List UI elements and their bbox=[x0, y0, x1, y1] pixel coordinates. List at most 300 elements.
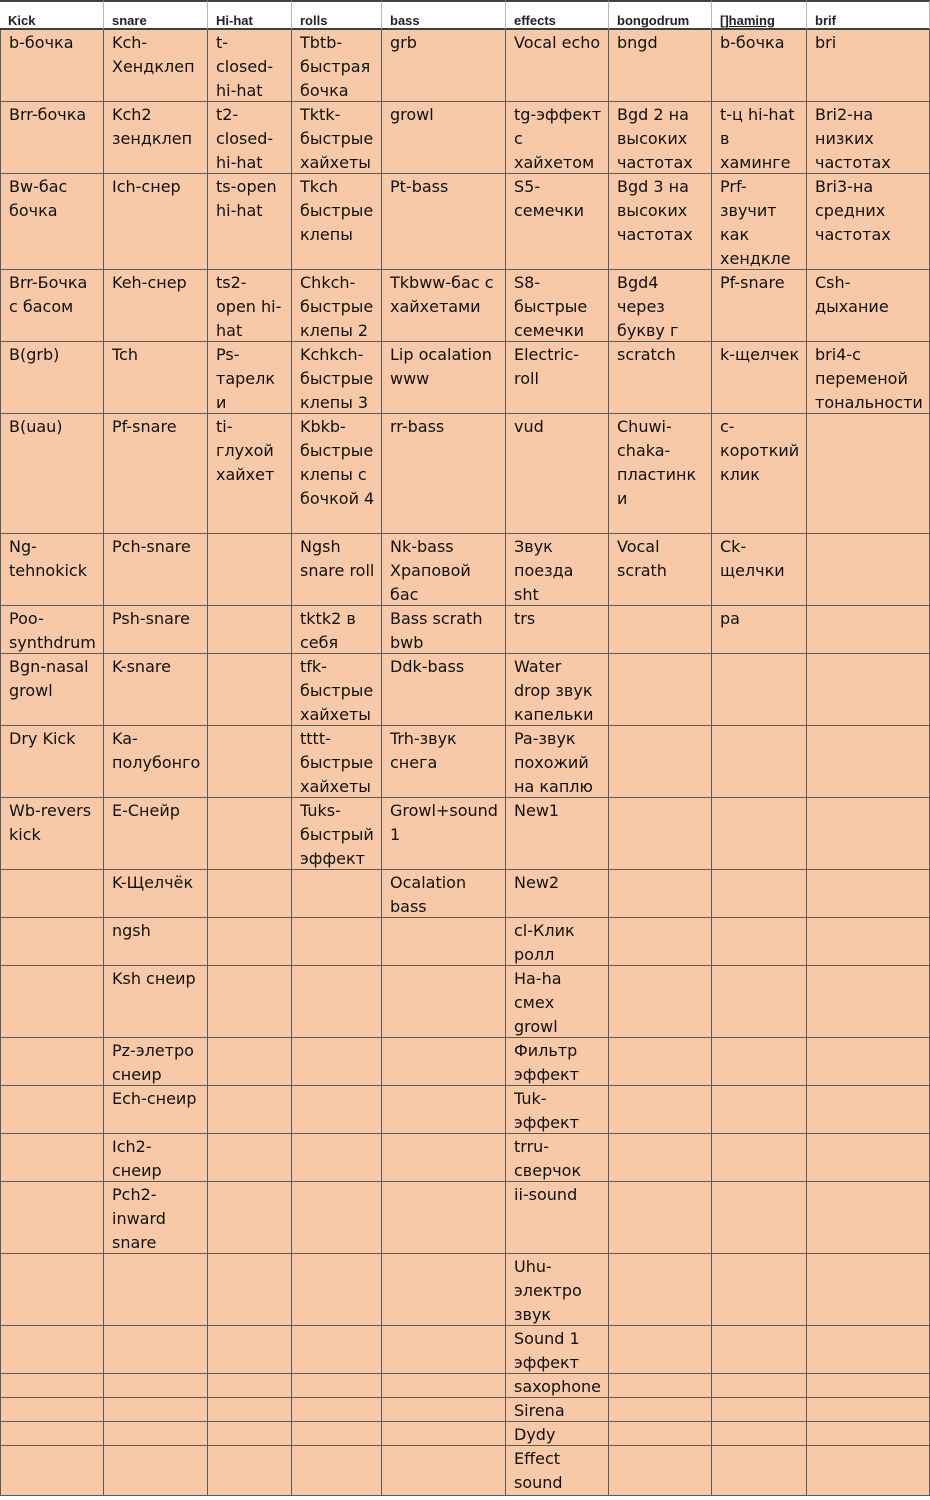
table-cell[interactable] bbox=[292, 270, 382, 342]
table-cell[interactable] bbox=[208, 1254, 292, 1326]
cell-text: Water drop звук капельки bbox=[514, 657, 594, 724]
cell-text: Vocal echo bbox=[514, 33, 601, 52]
table-cell[interactable] bbox=[292, 918, 382, 966]
table-cell[interactable] bbox=[807, 174, 930, 270]
cell-text: Ddk-bass bbox=[390, 657, 465, 676]
column-header[interactable] bbox=[382, 0, 506, 30]
table-cell[interactable] bbox=[0, 1086, 104, 1134]
cell-text: bngd bbox=[617, 33, 658, 52]
table-cell[interactable] bbox=[382, 1326, 506, 1374]
table-cell[interactable] bbox=[0, 606, 104, 654]
table-cell[interactable] bbox=[609, 1134, 712, 1182]
table-cell[interactable] bbox=[609, 342, 712, 414]
table-cell[interactable] bbox=[506, 654, 609, 726]
table-cell[interactable] bbox=[0, 1182, 104, 1254]
table-cell[interactable] bbox=[104, 654, 208, 726]
column-header-label: bongodrum bbox=[617, 13, 690, 28]
cell-text: rr-bass bbox=[390, 417, 445, 436]
table-cell[interactable] bbox=[609, 1446, 712, 1496]
cell-text: grb bbox=[390, 33, 417, 52]
table-cell[interactable] bbox=[0, 966, 104, 1038]
cell-text: Lip ocalation www bbox=[390, 345, 492, 388]
table-cell[interactable] bbox=[292, 606, 382, 654]
table-cell[interactable] bbox=[292, 870, 382, 918]
table-cell[interactable] bbox=[292, 174, 382, 270]
table-cell[interactable] bbox=[382, 1422, 506, 1446]
table-cell[interactable] bbox=[292, 1446, 382, 1496]
table-cell[interactable] bbox=[506, 726, 609, 798]
table-cell[interactable] bbox=[506, 414, 609, 534]
table-cell[interactable] bbox=[208, 966, 292, 1038]
table-cell[interactable] bbox=[292, 654, 382, 726]
column-header-label: Kick bbox=[8, 13, 36, 28]
cell-text: scratch bbox=[617, 345, 676, 364]
table-cell[interactable] bbox=[104, 1374, 208, 1398]
cell-text: Sound 1 эффект bbox=[514, 1329, 580, 1372]
table-cell[interactable] bbox=[609, 1086, 712, 1134]
table-cell[interactable] bbox=[0, 726, 104, 798]
cell-text: cl-Клик ролл bbox=[514, 921, 575, 964]
table-cell[interactable] bbox=[712, 870, 807, 918]
table-cell[interactable] bbox=[292, 30, 382, 102]
table-cell[interactable] bbox=[104, 30, 208, 102]
table-cell[interactable] bbox=[506, 1422, 609, 1446]
table-cell[interactable] bbox=[807, 1422, 930, 1446]
cell-text: Pz-элетро снеир bbox=[112, 1041, 194, 1084]
table-cell[interactable] bbox=[104, 798, 208, 870]
table-cell[interactable] bbox=[506, 342, 609, 414]
table-cell[interactable] bbox=[382, 1086, 506, 1134]
table-cell[interactable] bbox=[609, 1326, 712, 1374]
cell-text: Bri2-на низких частотах bbox=[815, 105, 891, 172]
table-cell[interactable] bbox=[807, 1446, 930, 1496]
table-cell[interactable] bbox=[609, 870, 712, 918]
table-cell[interactable] bbox=[208, 30, 292, 102]
table-cell[interactable] bbox=[382, 726, 506, 798]
cell-text: Ha-ha смех growl bbox=[514, 969, 562, 1036]
table-cell[interactable] bbox=[506, 1182, 609, 1254]
table-cell[interactable] bbox=[609, 102, 712, 174]
table-cell[interactable] bbox=[609, 414, 712, 534]
table-cell[interactable] bbox=[208, 102, 292, 174]
table-cell[interactable] bbox=[712, 966, 807, 1038]
table-cell[interactable] bbox=[292, 1254, 382, 1326]
column-header[interactable] bbox=[104, 0, 208, 30]
table-cell[interactable] bbox=[712, 606, 807, 654]
table-cell[interactable] bbox=[712, 1038, 807, 1086]
cell-text: Wb-revers kick bbox=[9, 801, 92, 844]
table-cell[interactable] bbox=[506, 1134, 609, 1182]
table-cell[interactable] bbox=[807, 1254, 930, 1326]
table-cell[interactable] bbox=[712, 1326, 807, 1374]
table-cell[interactable] bbox=[609, 726, 712, 798]
table-cell[interactable] bbox=[506, 1374, 609, 1398]
table-cell[interactable] bbox=[807, 1374, 930, 1398]
cell-text: Pf-snare bbox=[720, 273, 785, 292]
table-cell[interactable] bbox=[208, 1038, 292, 1086]
table-cell[interactable] bbox=[382, 270, 506, 342]
table-cell[interactable] bbox=[0, 414, 104, 534]
table-cell[interactable] bbox=[506, 30, 609, 102]
cell-text: S5-семечки bbox=[514, 177, 585, 220]
cell-text: Dydy bbox=[514, 1425, 556, 1444]
table-cell[interactable] bbox=[292, 1398, 382, 1422]
table-cell[interactable] bbox=[506, 1446, 609, 1496]
table-cell[interactable] bbox=[104, 270, 208, 342]
table-cell[interactable] bbox=[0, 30, 104, 102]
table-cell[interactable] bbox=[0, 1446, 104, 1496]
table-cell[interactable] bbox=[0, 270, 104, 342]
cell-text: Vocal scrath bbox=[617, 537, 667, 580]
table-cell[interactable] bbox=[712, 726, 807, 798]
table-cell[interactable] bbox=[609, 1182, 712, 1254]
table-cell[interactable] bbox=[104, 1182, 208, 1254]
table-cell[interactable] bbox=[104, 1398, 208, 1422]
table-cell[interactable] bbox=[104, 1254, 208, 1326]
table-cell[interactable] bbox=[609, 30, 712, 102]
cell-text: Pt-bass bbox=[390, 177, 449, 196]
table-cell[interactable] bbox=[807, 870, 930, 918]
table-cell[interactable] bbox=[506, 1086, 609, 1134]
table-cell[interactable] bbox=[712, 1422, 807, 1446]
table-cell[interactable] bbox=[292, 342, 382, 414]
table-cell[interactable] bbox=[382, 1182, 506, 1254]
table-cell[interactable] bbox=[0, 918, 104, 966]
table-cell[interactable] bbox=[382, 966, 506, 1038]
column-header[interactable] bbox=[712, 0, 807, 30]
table-cell[interactable] bbox=[609, 1254, 712, 1326]
table-cell[interactable] bbox=[712, 654, 807, 726]
table-cell[interactable] bbox=[609, 174, 712, 270]
table-cell[interactable] bbox=[807, 534, 930, 606]
cell-text: saxophone bbox=[514, 1377, 601, 1396]
table-cell[interactable] bbox=[208, 1134, 292, 1182]
table-cell[interactable] bbox=[0, 654, 104, 726]
cell-text: vud bbox=[514, 417, 544, 436]
table-cell[interactable] bbox=[208, 534, 292, 606]
table-cell[interactable] bbox=[807, 270, 930, 342]
table-cell[interactable] bbox=[208, 918, 292, 966]
table-cell[interactable] bbox=[208, 726, 292, 798]
cell-text: Bass scrath bwb bbox=[390, 609, 483, 652]
table-cell[interactable] bbox=[712, 1086, 807, 1134]
table-cell[interactable] bbox=[712, 1398, 807, 1422]
table-cell[interactable] bbox=[506, 606, 609, 654]
cell-text: Csh-дыхание bbox=[815, 273, 889, 316]
column-header[interactable] bbox=[208, 0, 292, 30]
table-cell[interactable] bbox=[506, 174, 609, 270]
table-cell[interactable] bbox=[609, 918, 712, 966]
table-cell[interactable] bbox=[609, 1038, 712, 1086]
table-cell[interactable] bbox=[382, 1254, 506, 1326]
table-cell[interactable] bbox=[104, 534, 208, 606]
table-cell[interactable] bbox=[807, 918, 930, 966]
table-cell[interactable] bbox=[208, 1182, 292, 1254]
table-cell[interactable] bbox=[382, 1038, 506, 1086]
table-cell[interactable] bbox=[292, 1182, 382, 1254]
table-cell[interactable] bbox=[0, 102, 104, 174]
table-cell[interactable] bbox=[0, 1398, 104, 1422]
table-cell[interactable] bbox=[292, 534, 382, 606]
cell-text: tttt-быстрые хайхеты bbox=[300, 729, 374, 796]
cell-text: Bgn-nasal growl bbox=[9, 657, 89, 700]
table-cell[interactable] bbox=[208, 798, 292, 870]
column-header-label: bass bbox=[390, 13, 420, 28]
table-cell[interactable] bbox=[807, 342, 930, 414]
table-cell[interactable] bbox=[807, 1086, 930, 1134]
table-cell[interactable] bbox=[382, 174, 506, 270]
table-cell[interactable] bbox=[0, 1326, 104, 1374]
table-cell[interactable] bbox=[0, 1134, 104, 1182]
cell-text: Tkch быстрые клепы bbox=[300, 177, 374, 244]
cell-text: Brr-Бочка с басом bbox=[9, 273, 88, 316]
table-cell[interactable] bbox=[506, 870, 609, 918]
table-cell[interactable] bbox=[292, 1038, 382, 1086]
table-cell[interactable] bbox=[712, 270, 807, 342]
table-cell[interactable] bbox=[292, 1326, 382, 1374]
table-cell[interactable] bbox=[712, 1254, 807, 1326]
table-cell[interactable] bbox=[292, 1374, 382, 1398]
cell-text: Chuwi-chaka-пластинки bbox=[617, 417, 697, 508]
table-cell[interactable] bbox=[382, 342, 506, 414]
table-cell[interactable] bbox=[712, 414, 807, 534]
table-cell[interactable] bbox=[807, 414, 930, 534]
table-cell[interactable] bbox=[0, 1422, 104, 1446]
table-cell[interactable] bbox=[807, 1038, 930, 1086]
table-cell[interactable] bbox=[104, 1086, 208, 1134]
cell-text: Bgd 3 на высоких частотах bbox=[617, 177, 693, 244]
table-cell[interactable] bbox=[712, 30, 807, 102]
cell-text: Tkbww-бас с хайхетами bbox=[390, 273, 494, 316]
cell-text: Kch-Хендклеп bbox=[112, 33, 195, 76]
cell-text: Tbtb-быстрая бочка bbox=[300, 33, 371, 100]
table-cell[interactable] bbox=[382, 30, 506, 102]
table-cell[interactable] bbox=[104, 1134, 208, 1182]
table-cell[interactable] bbox=[807, 654, 930, 726]
table-cell[interactable] bbox=[292, 1086, 382, 1134]
table-cell[interactable] bbox=[292, 966, 382, 1038]
table-cell[interactable] bbox=[609, 1398, 712, 1422]
table-cell[interactable] bbox=[712, 342, 807, 414]
cell-text: Ich2-снеир bbox=[112, 1137, 162, 1180]
table-cell[interactable] bbox=[807, 798, 930, 870]
table-cell[interactable] bbox=[807, 1182, 930, 1254]
table-cell[interactable] bbox=[382, 918, 506, 966]
table-cell[interactable] bbox=[382, 1374, 506, 1398]
table-cell[interactable] bbox=[712, 1374, 807, 1398]
cell-text: Dry Kick bbox=[9, 729, 76, 748]
table-cell[interactable] bbox=[382, 102, 506, 174]
table-cell[interactable] bbox=[104, 414, 208, 534]
cell-text: ts2-open hi-hat bbox=[216, 273, 282, 340]
table-cell[interactable] bbox=[104, 1326, 208, 1374]
table-cell[interactable] bbox=[292, 726, 382, 798]
table-cell[interactable] bbox=[208, 870, 292, 918]
table-cell[interactable] bbox=[609, 606, 712, 654]
cell-text: S8-быстрые семечки bbox=[514, 273, 588, 340]
table-cell[interactable] bbox=[807, 102, 930, 174]
table-cell[interactable] bbox=[292, 1422, 382, 1446]
table-cell[interactable] bbox=[382, 534, 506, 606]
table-cell[interactable] bbox=[506, 1254, 609, 1326]
table-cell[interactable] bbox=[104, 918, 208, 966]
table-cell[interactable] bbox=[104, 726, 208, 798]
column-header-label: Hi-hat bbox=[216, 13, 253, 28]
table-cell[interactable] bbox=[506, 1398, 609, 1422]
table-cell[interactable] bbox=[104, 1038, 208, 1086]
table-cell[interactable] bbox=[609, 654, 712, 726]
table-cell[interactable] bbox=[382, 414, 506, 534]
table-cell[interactable] bbox=[104, 174, 208, 270]
table-cell[interactable] bbox=[104, 606, 208, 654]
table-cell[interactable] bbox=[807, 1134, 930, 1182]
column-header[interactable] bbox=[506, 0, 609, 30]
column-header[interactable] bbox=[807, 0, 930, 30]
cell-text: Poo-synthdrum bbox=[9, 609, 96, 652]
table-cell[interactable] bbox=[208, 414, 292, 534]
table-cell[interactable] bbox=[712, 1446, 807, 1496]
table-cell[interactable] bbox=[208, 1422, 292, 1446]
cell-text: Ocalation bass bbox=[390, 873, 467, 916]
table-cell[interactable] bbox=[506, 1326, 609, 1374]
cell-text: tktk2 в себя bbox=[300, 609, 356, 652]
cell-text: Pa-звук похожий на каплю bbox=[514, 729, 593, 796]
table-cell[interactable] bbox=[382, 1398, 506, 1422]
cell-text: K-Щелчёк bbox=[112, 873, 194, 892]
table-cell[interactable] bbox=[382, 870, 506, 918]
table-cell[interactable] bbox=[506, 534, 609, 606]
table-cell[interactable] bbox=[712, 918, 807, 966]
table-cell[interactable] bbox=[208, 1086, 292, 1134]
column-header[interactable] bbox=[0, 0, 104, 30]
table-cell[interactable] bbox=[382, 798, 506, 870]
table-cell[interactable] bbox=[807, 30, 930, 102]
table-cell[interactable] bbox=[712, 798, 807, 870]
table-cell[interactable] bbox=[208, 174, 292, 270]
table-cell[interactable] bbox=[807, 1398, 930, 1422]
cell-text: ts-open hi-hat bbox=[216, 177, 277, 220]
cell-text: tfk-быстрые хайхеты bbox=[300, 657, 374, 724]
table-cell[interactable] bbox=[807, 966, 930, 1038]
table-cell[interactable] bbox=[104, 102, 208, 174]
cell-text: Chkch-быстрые клепы 2 bbox=[300, 273, 374, 340]
cell-text: c-короткий клик bbox=[720, 417, 800, 484]
column-header-label: brif bbox=[815, 13, 836, 28]
table-cell[interactable] bbox=[208, 1326, 292, 1374]
table-cell[interactable] bbox=[208, 342, 292, 414]
table-cell[interactable] bbox=[208, 1398, 292, 1422]
table-cell[interactable] bbox=[506, 270, 609, 342]
table-cell[interactable] bbox=[712, 174, 807, 270]
table-cell[interactable] bbox=[292, 1134, 382, 1182]
cell-text: tg-эффект с хайхетом bbox=[514, 105, 602, 172]
table-cell[interactable] bbox=[0, 1254, 104, 1326]
cell-text: b-бочка bbox=[9, 33, 74, 52]
column-header[interactable] bbox=[292, 0, 382, 30]
table-cell[interactable] bbox=[807, 1326, 930, 1374]
table-cell[interactable] bbox=[506, 918, 609, 966]
table-cell[interactable] bbox=[208, 606, 292, 654]
table-cell[interactable] bbox=[506, 1038, 609, 1086]
cell-text: Sirena bbox=[514, 1401, 565, 1420]
cell-text: Ich-снер bbox=[112, 177, 181, 196]
table-cell[interactable] bbox=[104, 1422, 208, 1446]
table-cell[interactable] bbox=[0, 174, 104, 270]
table-cell[interactable] bbox=[208, 270, 292, 342]
cell-text: trru-сверчок bbox=[514, 1137, 582, 1180]
column-header-label: []haming bbox=[720, 13, 775, 28]
table-cell[interactable] bbox=[0, 798, 104, 870]
cell-text: ngsh bbox=[112, 921, 151, 940]
table-cell[interactable] bbox=[506, 798, 609, 870]
cell-text: B(grb) bbox=[9, 345, 60, 364]
table-cell[interactable] bbox=[292, 414, 382, 534]
column-header[interactable] bbox=[609, 0, 712, 30]
table-cell[interactable] bbox=[807, 726, 930, 798]
table-cell[interactable] bbox=[104, 966, 208, 1038]
cell-text: E-Снейр bbox=[112, 801, 180, 820]
cell-text: Bri3-на средних частотах bbox=[815, 177, 891, 244]
table-cell[interactable] bbox=[712, 534, 807, 606]
table-cell[interactable] bbox=[382, 1134, 506, 1182]
table-cell[interactable] bbox=[506, 102, 609, 174]
table-cell[interactable] bbox=[208, 1374, 292, 1398]
cell-text: Ngsh snare roll bbox=[300, 537, 375, 580]
cell-text: ii-sound bbox=[514, 1185, 578, 1204]
cell-text: k-щелчек bbox=[720, 345, 800, 364]
table-cell[interactable] bbox=[609, 534, 712, 606]
cell-text: Kbkb-быстрые клепы с бочкой 4 bbox=[300, 417, 375, 508]
table-cell[interactable] bbox=[382, 606, 506, 654]
cell-text: Pf-snare bbox=[112, 417, 177, 436]
column-header-label: effects bbox=[514, 13, 556, 28]
cell-text: Kchkch-быстрые клепы 3 bbox=[300, 345, 374, 412]
table-cell[interactable] bbox=[712, 1182, 807, 1254]
table-cell[interactable] bbox=[0, 534, 104, 606]
table-cell[interactable] bbox=[104, 870, 208, 918]
table-cell[interactable] bbox=[609, 1422, 712, 1446]
table-cell[interactable] bbox=[712, 1134, 807, 1182]
cell-text: B(uau) bbox=[9, 417, 63, 436]
table-cell[interactable] bbox=[807, 606, 930, 654]
table-cell[interactable] bbox=[609, 966, 712, 1038]
table-cell[interactable] bbox=[104, 342, 208, 414]
table-cell[interactable] bbox=[0, 1374, 104, 1398]
cell-text: trs bbox=[514, 609, 536, 628]
table-cell[interactable] bbox=[0, 870, 104, 918]
table-cell[interactable] bbox=[609, 270, 712, 342]
table-cell[interactable] bbox=[609, 798, 712, 870]
table-cell[interactable] bbox=[506, 966, 609, 1038]
cell-text: Tch bbox=[112, 345, 138, 364]
cell-text: Фильтр эффект bbox=[514, 1041, 579, 1084]
cell-text: Kch2 зендклеп bbox=[112, 105, 193, 148]
table-cell[interactable] bbox=[609, 1374, 712, 1398]
table-cell[interactable] bbox=[382, 654, 506, 726]
table-cell[interactable] bbox=[292, 798, 382, 870]
table-cell[interactable] bbox=[208, 654, 292, 726]
table-cell[interactable] bbox=[208, 1446, 292, 1496]
cell-text: Nk-bass Храповой бас bbox=[390, 537, 471, 604]
table-cell[interactable] bbox=[292, 102, 382, 174]
table-cell[interactable] bbox=[104, 1446, 208, 1496]
cell-text: Ck-щелчки bbox=[720, 537, 785, 580]
table-cell[interactable] bbox=[712, 102, 807, 174]
table-cell[interactable] bbox=[382, 1446, 506, 1496]
table-cell[interactable] bbox=[0, 1038, 104, 1086]
cell-text: Trh-звук снега bbox=[390, 729, 457, 772]
table-cell[interactable] bbox=[0, 342, 104, 414]
